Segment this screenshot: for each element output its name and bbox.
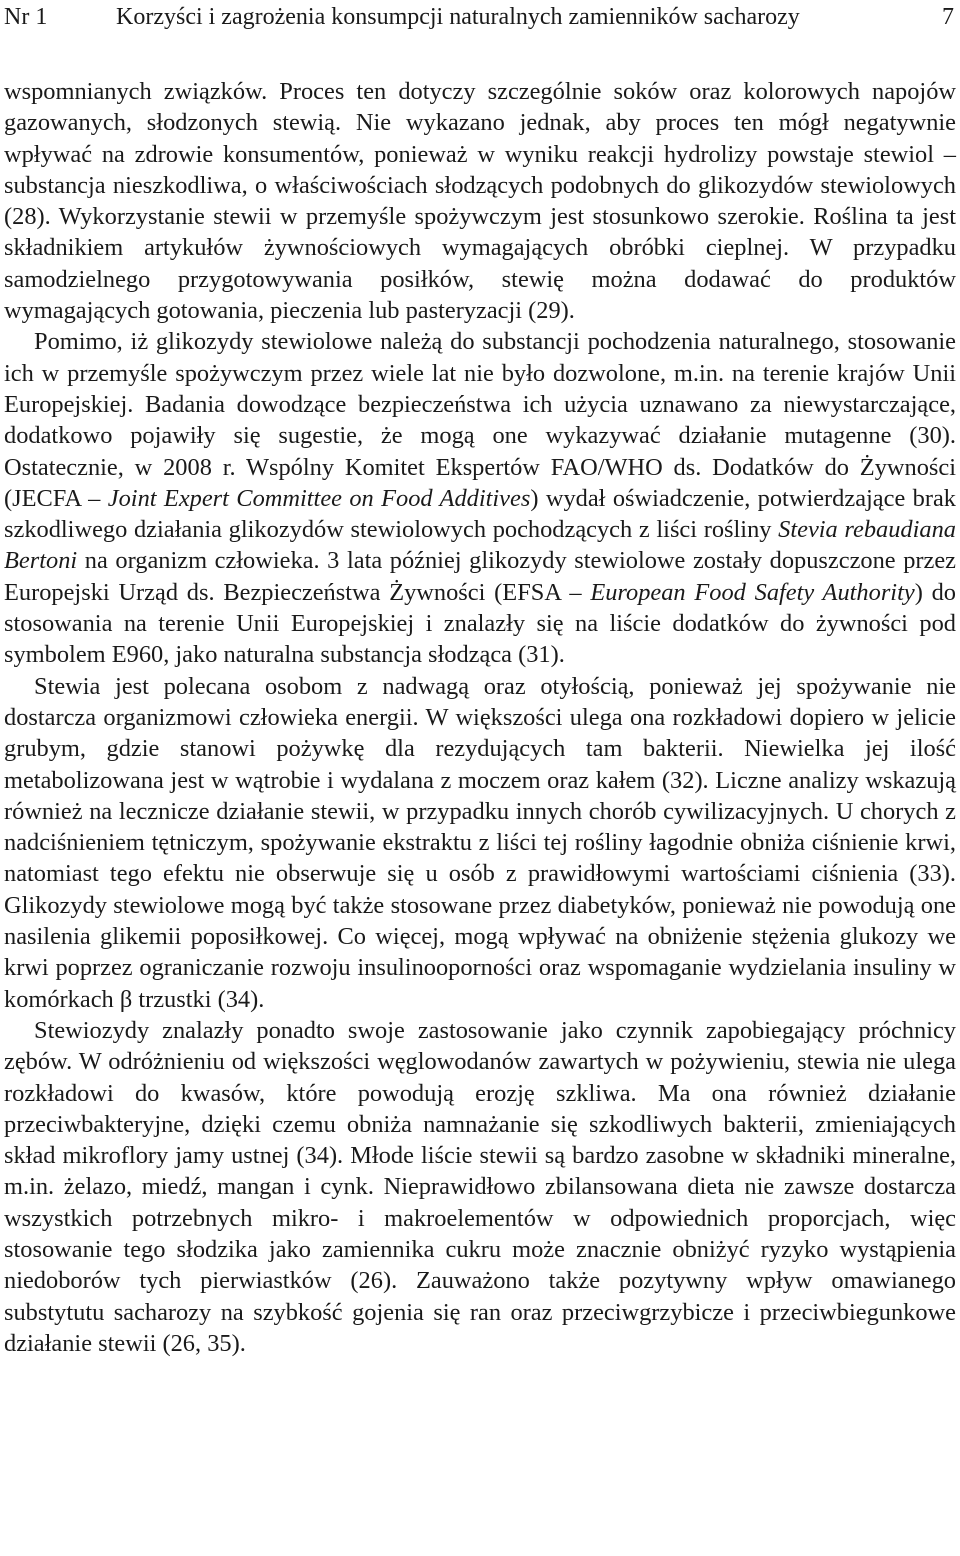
paragraph-text: Stewia jest polecana osobom z nadwagą oraz otyłością, ponieważ jej spożywanie nie dostarcza organizmowi człowieka energii. W większości ulega ona rozkładowi dopiero w jelicie grubym, gdzie stanowi pożywkę dla rezydujących tam bakterii. Niewielka jej ilość metabolizowana jest w wątrobie i wydalana z moczem oraz kałem (32). Liczne analizy wskazują również na lecznicze działanie stewii, w przypadku innych chorób cywilizacyjnych. U chorych z nadciśnieniem tętniczym, spożywanie ekstraktu z liści tej rośliny łagodnie obniża ciśnienie krwi, natomiast tego efektu nie obserwuje się u osób z prawidłowymi wartościami ciśnienia (33). Glikozydy stewiolowe mogą być także stosowane przez diabetyków, ponieważ nie powodują one nasilenia glikemii poposiłkowej. Co więcej, mogą wpływać na obniżenie stężenia glukozy we krwi poprzez ograniczanie rozwoju insulinooporności oraz wspomaganie wydzielania insuliny w komórkach β trzustki (34).: [4, 672, 956, 1013]
article-body: [4, 76, 956, 1359]
document-page: [4, 0, 956, 1359]
paragraph-text: na organizm człowieka. 3 lata później glikozydy stewiolowe zostały dopuszczone przez Europejski Urząd ds. Bezpieczeństwa Żywności (EFSA –: [4, 547, 956, 606]
body-paragraph: [4, 76, 956, 326]
issue-number: Nr 1: [4, 4, 48, 30]
body-paragraph: [4, 326, 956, 670]
italic-term: European Food Safety Authority: [590, 578, 915, 606]
paragraph-text: ) do stosowania na terenie Unii Europejskiej i znalazły się na liście dodatków do żywności pod symbolem E960, jako naturalna substancja słodząca (31).: [4, 578, 956, 669]
paragraph-text: wspomnianych związków. Proces ten dotyczy szczególnie soków oraz kolorowych napojów gazowanych, słodzonych stewią. Nie wykazano jednak, aby proces ten mógł negatywnie wpływać na zdrowie konsumentów, ponieważ w wyniku reakcji hydrolizy powstaje stewiol – substancja nieszkodliwa, o właściwościach słodzących podobnych do glikozydów stewiolowych (28). Wykorzystanie stewii w przemyśle spożywczym jest stosunkowo szerokie. Roślina ta jest składnikiem artykułów żywnościowych wymagających obróbki cieplnej. W przypadku samodzielnego przygotowywania posiłków, stewię można dodawać do produktów wymagających gotowania, pieczenia lub pasteryzacji (29).: [4, 78, 956, 325]
running-title: Korzyści i zagrożenia konsumpcji naturalnych zamienników sacharozy: [116, 4, 800, 30]
body-paragraph: [4, 671, 956, 1015]
paragraph-text: ) wydał oświadczenie, potwierdzające brak szkodliwego działania glikozydów stewiolowych pochodzących z liści rośliny: [4, 484, 956, 544]
body-paragraph: [4, 1015, 956, 1359]
italic-term: Stevia rebaudiana Bertoni: [4, 516, 956, 575]
paragraph-text: Pomimo, iż glikozydy stewiolowe należą do substancji pochodzenia naturalnego, stosowanie ich w przemyśle spożywczym przez wiele lat nie było dozwolone, m.in. na terenie krajów Unii Europejskiej. Badania dowodzące bezpieczeństwa ich użycia uznawano za niewystarczające, dodatkowo pojawiły się sugestie, że mogą one wykazywać działanie mutagenne (30). Ostatecznie, w 2008 r. Wspólny Komitet Ekspertów FAO/WHO ds. Dodatków do Żywności (JECFA –: [4, 328, 956, 512]
paragraph-text: Stewiozydy znalazły ponadto swoje zastosowanie jako czynnik zapobiegający próchnicy zębów. W odróżnieniu od większości węglowodanów zawartych w pożywieniu, stewia nie ulega rozkładowi do kwasów, które powodują erozję szkliwa. Ma ona również działanie przeciwbakteryjne, dzięki czemu obniża namnażanie się szkodliwych bakterii, zmieniających skład mikroflory jamy ustnej (34). Młode liście stewii są bardzo zasobne w składniki mineralne, m.in. żelazo, miedź, mangan i cynk. Nieprawidłowo zbilansowana dieta nie zawsze dostarcza wszystkich potrzebnych mikro- i makroelementów w odpowiednich proporcjach, więc stosowanie tego słodzika jako zamiennika cukru może znacznie obniżyć ryzyko wystąpienia niedoborów tych pierwiastków (26). Zauważono także pozytywny wpływ omawianego substytutu sacharozy na szybkość gojenia się ran oraz przeciwgrzybicze i przeciwbiegunkowe działanie stewii (26, 35).: [4, 1016, 956, 1357]
italic-term: Joint Expert Committee on Food Additives: [107, 484, 531, 512]
running-header: [4, 0, 956, 34]
page-number: 7: [942, 4, 954, 30]
